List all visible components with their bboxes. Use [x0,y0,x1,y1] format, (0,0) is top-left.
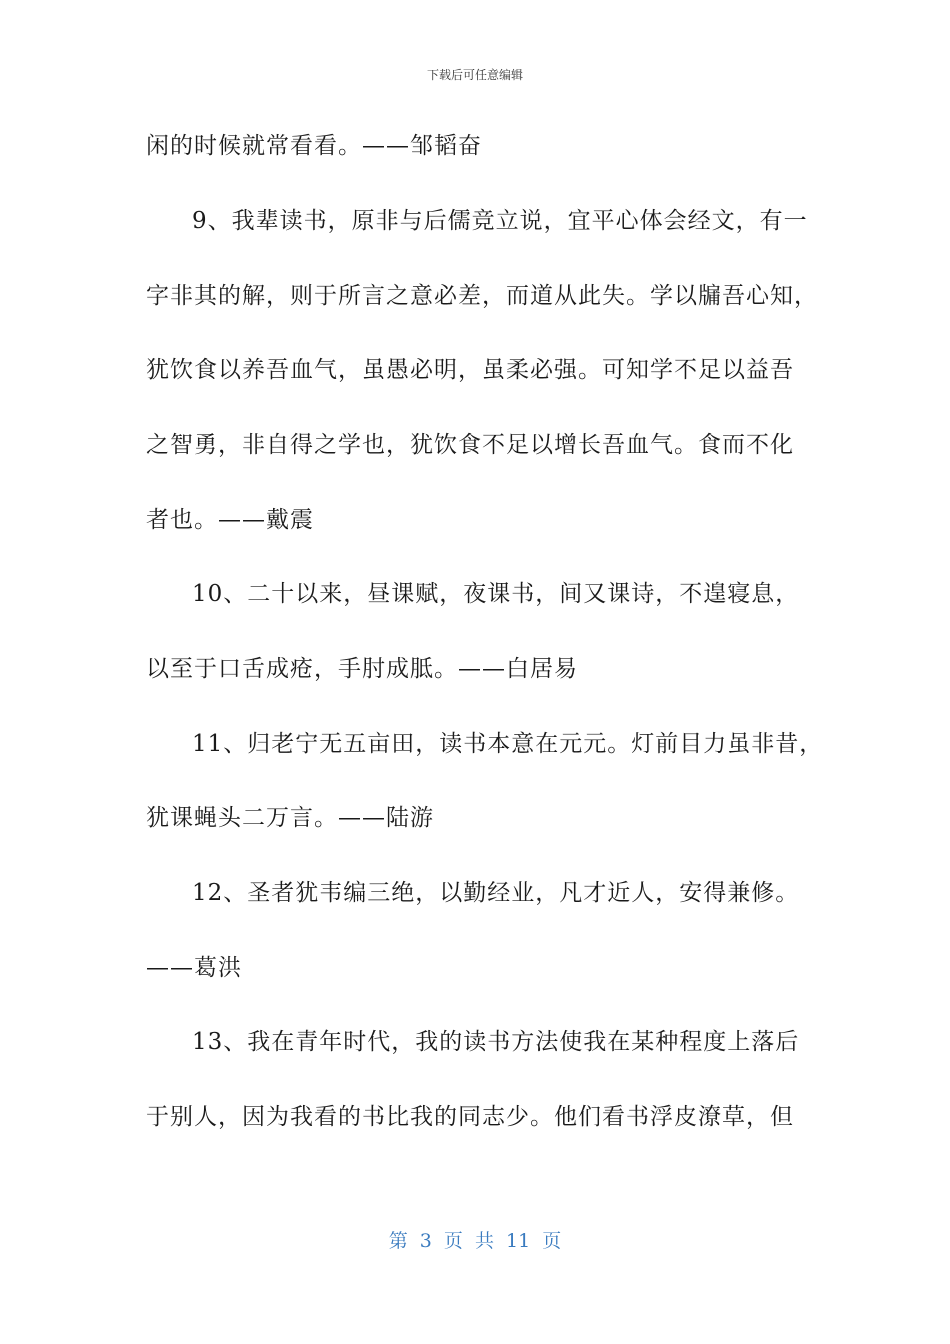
text-line: 之智勇，非自得之学也，犹饮食不足以增长吾血气。食而不化 [146,432,794,458]
text-line: 犹课蝇头二万言。——陆游 [146,805,434,831]
text-line: 字非其的解，则于所言之意必差，而道从此失。学以牖吾心知， [146,283,818,309]
text-line: 闲的时候就常看看。——邹韬奋 [146,133,482,159]
text-line: 12、圣者犹韦编三绝，以勤经业，凡才近人，安得兼修。 [192,880,800,906]
text-line: 13、我在青年时代，我的读书方法使我在某种程度上落后 [192,1029,800,1055]
text-line: ——葛洪 [146,955,242,981]
text-line: 于别人，因为我看的书比我的同志少。他们看书浮皮潦草，但 [146,1104,794,1130]
text-line: 10、二十以来，昼课赋，夜课书，间又课诗，不遑寝息， [192,581,800,607]
page-number: 第 3 页 共 11 页 [388,1230,562,1252]
text-line: 者也。——戴震 [146,507,314,533]
page-header: 下载后可任意编辑 [426,68,523,82]
text-line: 11、归老宁无五亩田，读书本意在元元。灯前目力虽非昔， [192,731,824,757]
text-line: 以至于口舌成疮，手肘成胝。——白居易 [146,656,578,682]
text-line: 9、我辈读书，原非与后儒竞立说，宜平心体会经文，有一 [192,208,808,234]
text-line: 犹饮食以养吾血气，虽愚必明，虽柔必强。可知学不足以益吾 [146,357,794,383]
